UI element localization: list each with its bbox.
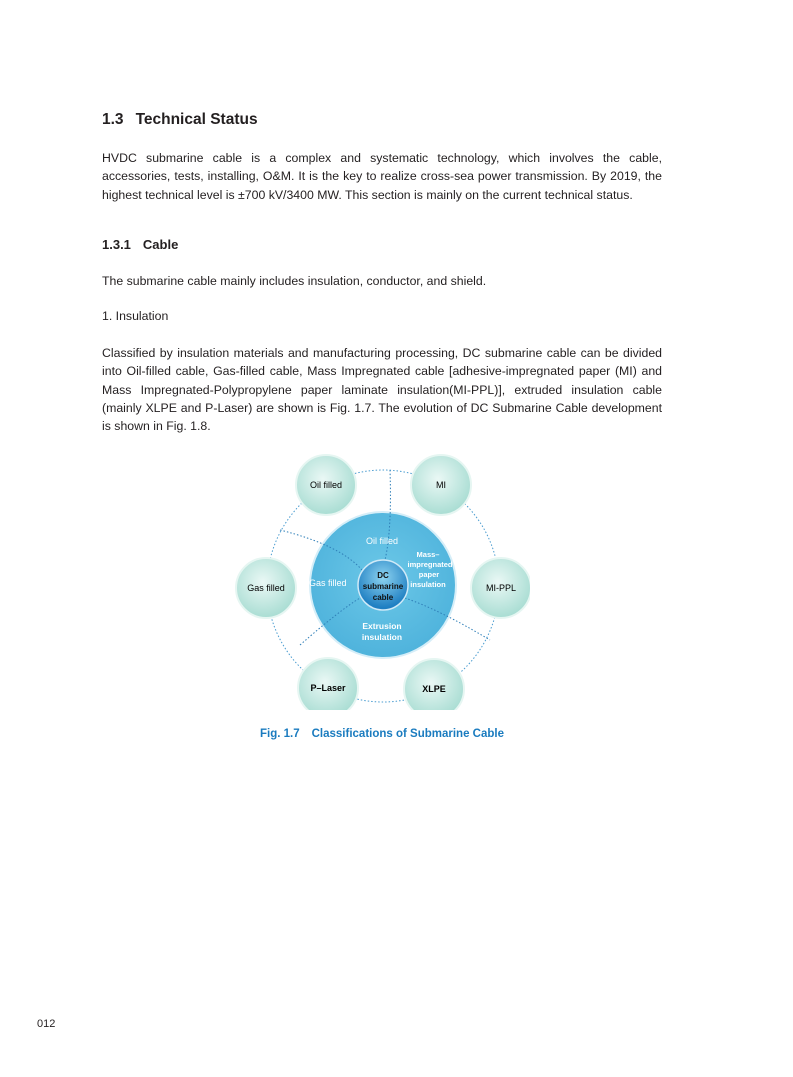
classification-diagram [230, 450, 530, 710]
node-p-laser [298, 658, 358, 710]
node-label: MI-PPL [485, 583, 517, 593]
node-oil-filled [296, 455, 356, 515]
center-label: submarine [362, 582, 404, 591]
inner-label-extrusion: insulation [361, 632, 403, 642]
node-label: Gas filled [247, 583, 285, 593]
inner-label-mass: paper [418, 570, 440, 579]
node-label: Oil filled [309, 480, 343, 490]
inner-label-mass: insulation [410, 580, 446, 589]
cable-paragraph: The submarine cable mainly includes insulation, conductor, and shield. [102, 274, 487, 288]
inner-label-extrusion: Extrusion [362, 621, 402, 631]
insulation-paragraph: Classified by insulation materials and manufacturing processing, DC submarine cable can be divided into Oil-filled cable, Gas-filled cable, Mass Impregnated cable [adhesive-impregnated paper (MI) and Mass Impregnated-Polypropylene paper laminate insulation(MI-PPL)], extruded insulation cable (mainly XLPE and P-Laser) are shown is Fig. 1.7. The evolution of DC Submarine Cable development is shown in Fig. 1.8. [102, 346, 662, 434]
figure-caption: Fig. 1.7 Classifications of Submarine Cable [260, 728, 504, 740]
node-label: XLPE [422, 684, 446, 694]
node-label: P–Laser [310, 683, 346, 693]
center-label: DC [377, 571, 389, 580]
intro-paragraph: HVDC submarine cable is a complex and systematic technology, which involves the cable, accessories, tests, installing, O&M. It is the key to realize cross-sea power transmission. By 2019, the highest technical level is ±700 kV/3400 MW. This section is mainly on the current technical status. [102, 151, 662, 202]
node-xlpe [404, 659, 464, 710]
subsection-heading: 1.3.1 Cable [102, 237, 179, 252]
inner-label-mass: impregnated [407, 560, 453, 569]
inner-label-mass: Mass– [416, 550, 440, 559]
center-label: cable [372, 593, 394, 602]
node-mi [411, 455, 471, 515]
insulation-label: 1. Insulation [102, 309, 169, 323]
node-label: MI [436, 480, 446, 490]
page-number: 012 [37, 1018, 56, 1030]
inner-label-gas: Gas filled [309, 578, 347, 588]
node-gas-filled [236, 558, 296, 618]
section-heading: 1.3 Technical Status [102, 111, 258, 128]
node-mi-ppl [471, 558, 530, 618]
inner-label-oil: Oil filled [366, 536, 399, 546]
